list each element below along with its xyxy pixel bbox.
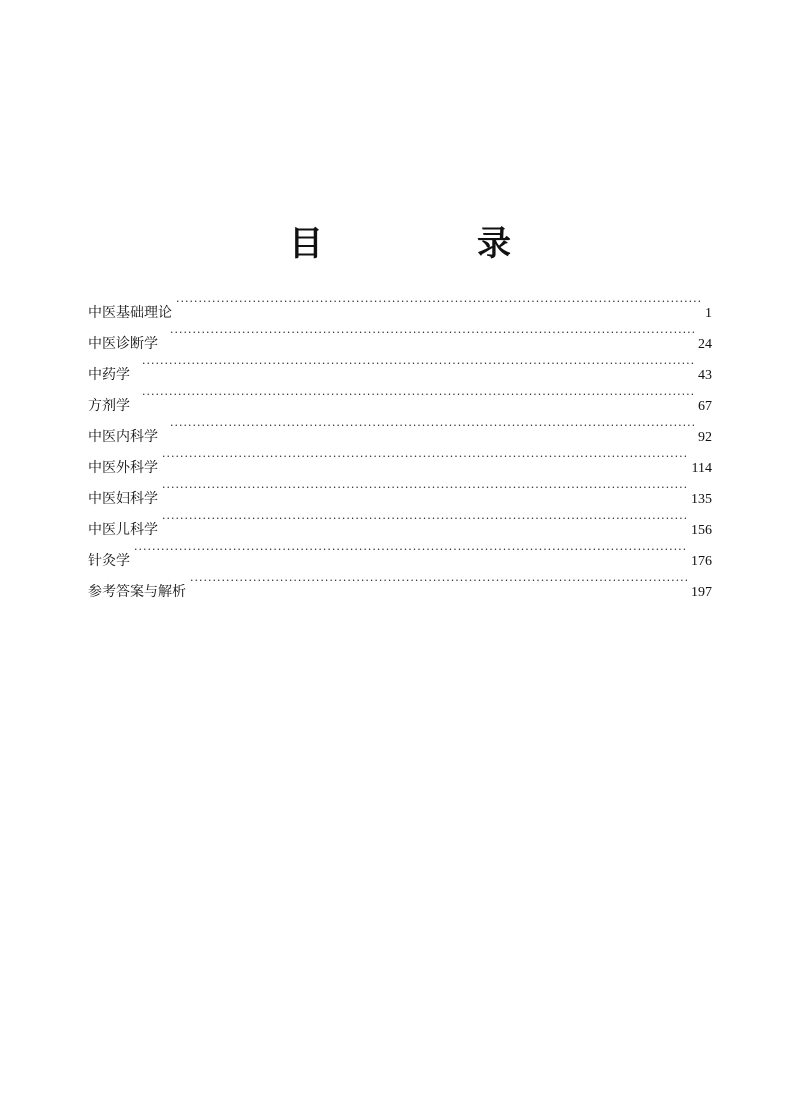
toc-entry-page: 114: [691, 461, 712, 476]
toc-entry[interactable]: [88, 348, 712, 383]
toc-entry[interactable]: [88, 503, 712, 538]
toc-list: [88, 286, 712, 600]
toc-entry[interactable]: [88, 286, 712, 321]
toc-title: 目 录: [289, 224, 571, 264]
toc-entry-page: 1: [705, 306, 712, 321]
toc-entry-label: 中医内科学: [88, 429, 158, 445]
dot-leader: [134, 534, 687, 565]
toc-entry-page: 92: [698, 430, 712, 445]
toc-entry[interactable]: [88, 317, 712, 352]
toc-entry-label: 针灸学: [88, 553, 130, 569]
dot-leader: [170, 317, 694, 348]
dot-leader: [162, 472, 687, 503]
dot-leader: [162, 503, 687, 534]
toc-entry-page: 24: [698, 337, 712, 352]
toc-entry-page: 43: [698, 368, 712, 383]
toc-entry-page: 67: [698, 399, 712, 414]
toc-entry[interactable]: [88, 410, 712, 445]
dot-leader: [170, 410, 694, 441]
toc-entry-label: 方剂学: [88, 398, 130, 414]
toc-entry[interactable]: [88, 472, 712, 507]
toc-entry-page: 197: [691, 585, 712, 600]
dot-leader: [176, 286, 701, 317]
toc-entry[interactable]: [88, 441, 712, 476]
dot-leader: [142, 348, 694, 379]
toc-entry-page: 135: [691, 492, 712, 507]
toc-entry-label: 参考答案与解析: [88, 584, 186, 600]
toc-entry-label: 中医外科学: [88, 460, 158, 476]
dot-leader: [190, 565, 687, 596]
toc-entry[interactable]: [88, 534, 712, 569]
dot-leader: [142, 379, 694, 410]
dot-leader: [162, 441, 688, 472]
toc-entry[interactable]: [88, 379, 712, 414]
toc-entry-page: 176: [691, 554, 712, 569]
toc-entry-label: 中医基础理论: [88, 305, 172, 321]
toc-entry-label: 中医儿科学: [88, 522, 158, 538]
toc-entry-label: 中医诊断学: [88, 336, 158, 352]
toc-entry[interactable]: [88, 565, 712, 600]
toc-entry-page: 156: [691, 523, 712, 538]
toc-entry-label: 中医妇科学: [88, 491, 158, 507]
toc-entry-label: 中药学: [88, 367, 130, 383]
